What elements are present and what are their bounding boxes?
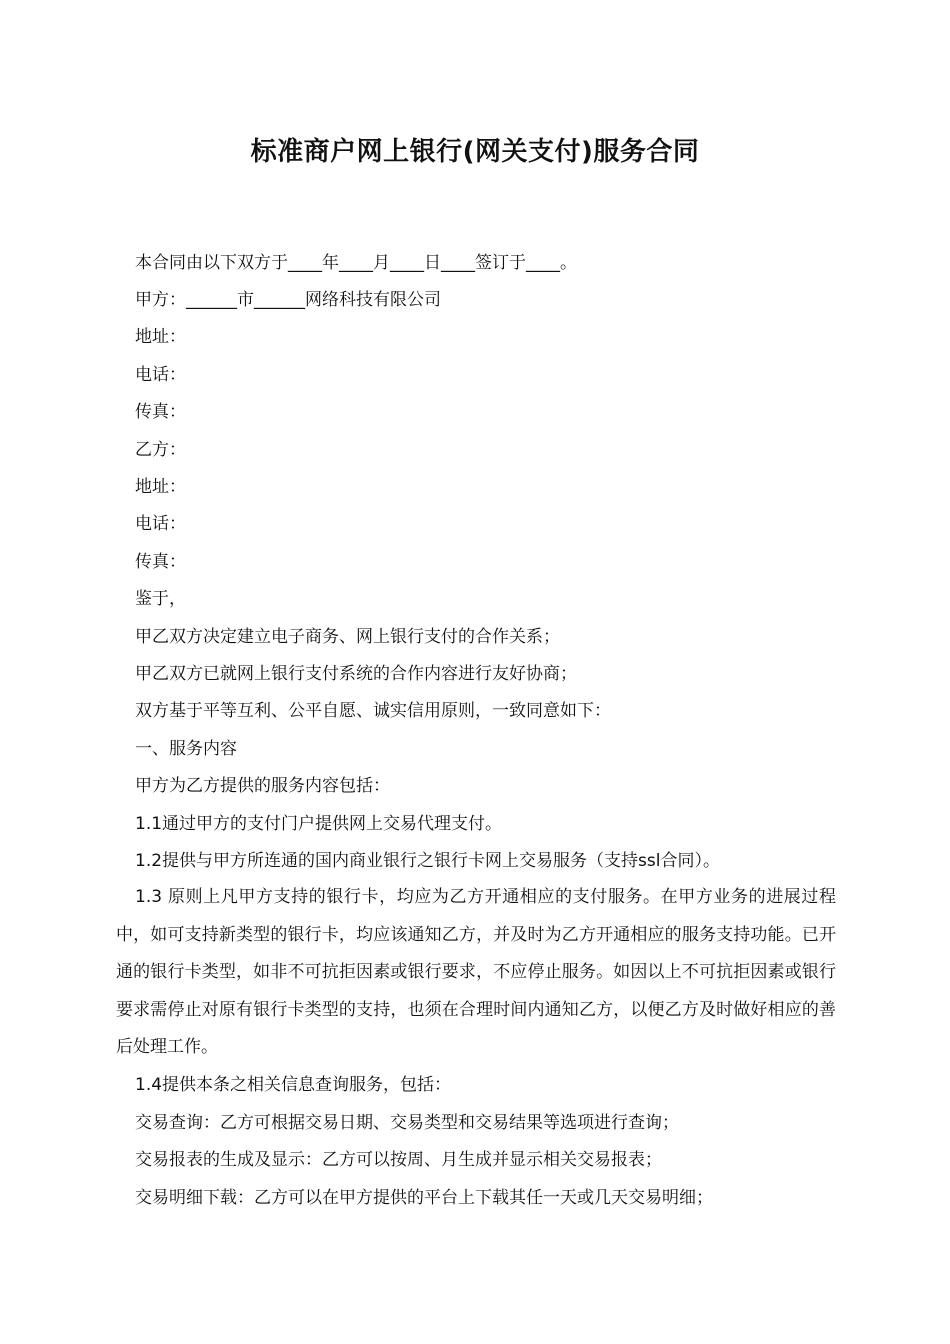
recital-1: 甲乙双方决定建立电子商务、网上银行支付的合作关系； [135,627,560,647]
contract-intro-line: 本合同由以下双方于____年____月____日____签订于____。 [135,253,577,273]
party-a-phone: 电话： [135,365,186,385]
clause-1-4: 1.4提供本条之相关信息查询服务，包括： [135,1075,452,1095]
service-intro: 甲方为乙方提供的服务内容包括： [135,776,390,796]
clause-1-2: 1.2提供与甲方所连通的国内商业银行之银行卡网上交易服务（支持ssl合同）。 [135,851,720,871]
section-heading-service: 一、服务内容 [135,739,237,759]
party-b-phone: 电话： [135,514,186,534]
recital-3: 双方基于平等互利、公平自愿、诚实信用原则，一致同意如下： [135,701,611,721]
party-a-address: 地址： [135,327,186,347]
party-b-line: 乙方： [135,440,186,460]
query-item-reports: 交易报表的生成及显示：乙方可以按周、月生成并显示相关交易报表； [135,1150,662,1170]
party-b-fax: 传真： [135,552,186,572]
party-a-line: 甲方：______市______网络科技有限公司 [135,290,441,310]
query-item-transactions: 交易查询：乙方可根据交易日期、交易类型和交易结果等选项进行查询； [135,1113,679,1133]
whereas-line: 鉴于， [135,589,186,609]
query-item-download: 交易明细下载：乙方可以在甲方提供的平台上下载其任一天或几天交易明细； [135,1188,713,1208]
party-b-address: 地址： [135,477,186,497]
recital-2: 甲乙双方已就网上银行支付系统的合作内容进行友好协商； [135,664,577,684]
party-a-fax: 传真： [135,402,186,422]
clause-1-3: 1.3 原则上凡甲方支持的银行卡，均应为乙方开通相应的支付服务。在甲方业务的进展过程中，如可支持新类型的银行卡，均应该通知乙方，并及时为乙方开通相应的服务支持功能。已开通的银行卡类型，如非不可抗拒因素或银行要求，不应停止服务。如因以上不可抗拒因素或银行要求需停止对原有银行卡类型的支持，也须在合理时间内通知乙方，以便乙方及时做好相应的善后处理工作。 [116,887,836,1057]
document-title: 标准商户网上银行(网关支付)服务合同 [250,137,700,167]
clause-1-1: 1.1通过甲方的支付门户提供网上交易代理支付。 [135,814,503,834]
